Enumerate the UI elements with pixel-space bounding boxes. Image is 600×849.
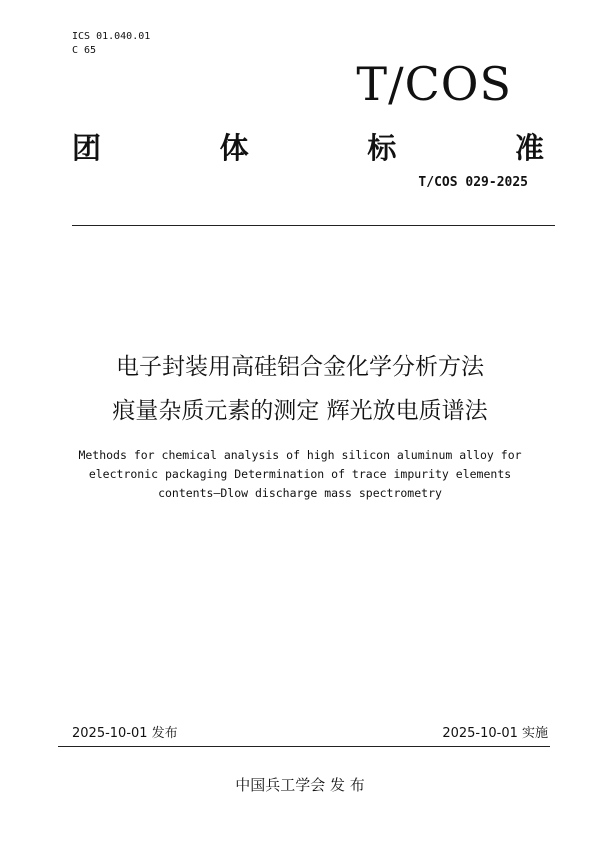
category-char: 团 <box>72 131 102 165</box>
brand-mark: T/COS <box>356 57 512 111</box>
ics-code: ICS 01.040.01 <box>72 31 151 42</box>
publish-date: 2025-10-01 发布 <box>72 726 178 741</box>
issuing-organization: 中国兵工学会 发 布 <box>235 776 365 794</box>
standard-category <box>72 130 544 166</box>
standard-code: T/COS 029-2025 <box>418 175 528 190</box>
category-char: 准 <box>514 131 544 165</box>
classification-codes <box>72 30 150 58</box>
ccs-code: C 65 <box>72 45 97 56</box>
header-divider <box>72 225 555 226</box>
footer-divider <box>58 746 550 747</box>
category-char: 标 <box>367 131 397 165</box>
implement-date: 2025-10-01 实施 <box>442 726 548 741</box>
english-title: Methods for chemical analysis of high silicon aluminum alloy for electronic packaging Determination of trace impurity elements contents—Dlow discharge mass spectrometry <box>78 448 522 500</box>
category-char: 体 <box>219 131 249 165</box>
chinese-title-line-1: 电子封装用高硅铝合金化学分析方法 <box>116 354 484 380</box>
chinese-title-line-2: 痕量杂质元素的测定 辉光放电质谱法 <box>112 398 488 424</box>
